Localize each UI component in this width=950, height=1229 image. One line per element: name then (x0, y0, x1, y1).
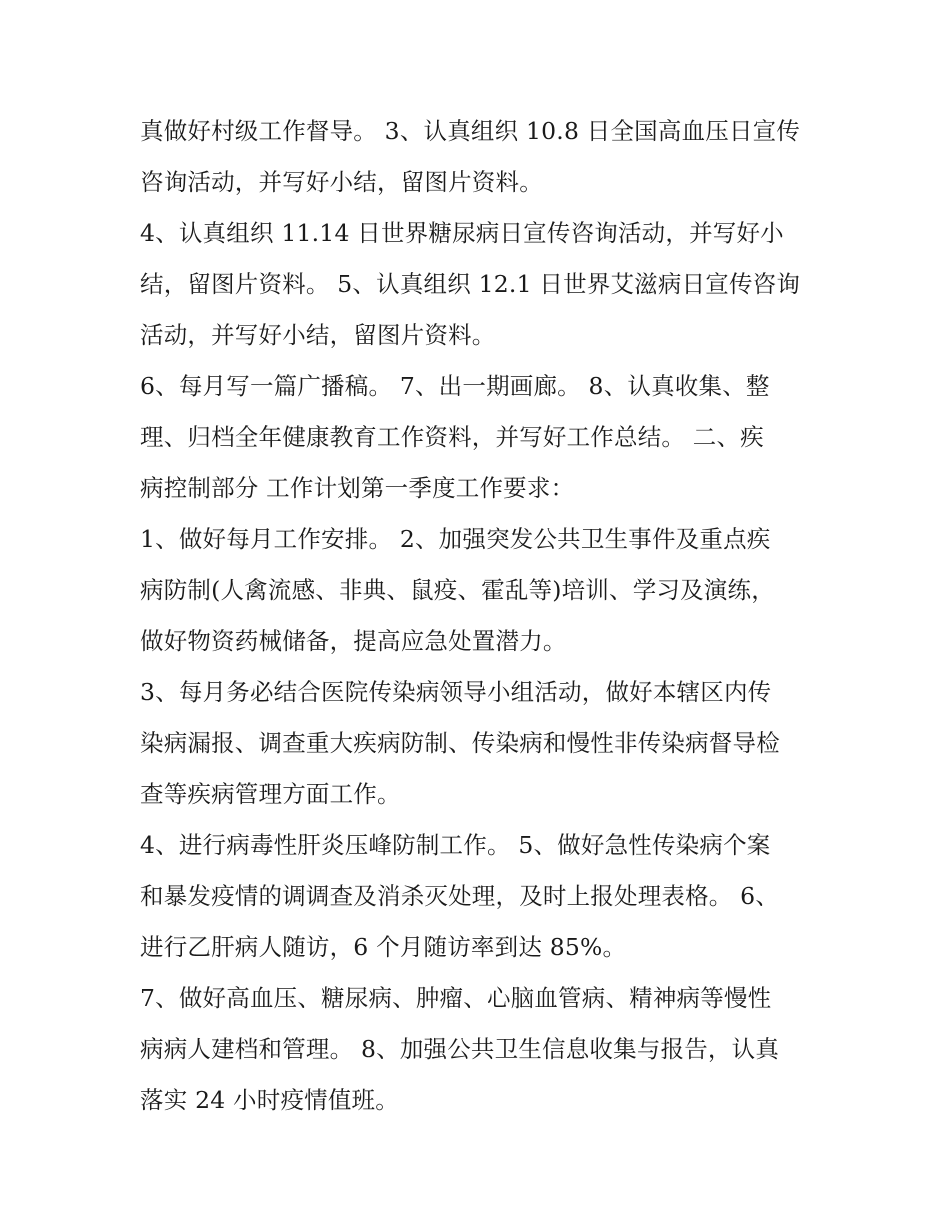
text-line: 1、做好每月工作安排。 2、加强突发公共卫生事件及重点疾 (140, 525, 771, 553)
text-line: 病病人建档和管理。 8、加强公共卫生信息收集与报告，认真 (140, 1035, 780, 1063)
text-line: 理、归档全年健康教育工作资料，并写好工作总结。 二、疾 (140, 423, 764, 451)
text-line: 结，留图片资料。 5、认真组织 12.1 日世界艾滋病日宣传咨询 (140, 270, 801, 298)
text-line: 做好物资药械储备，提高应急处置潜力。 (140, 627, 567, 655)
text-line: 进行乙肝病人随访，6 个月随访率到达 85%。 (140, 933, 627, 961)
text-line: 3、每月务必结合医院传染病领导小组活动，做好本辖区内传 (140, 678, 772, 706)
text-line: 染病漏报、调查重大疾病防制、传染病和慢性非传染病督导检 (140, 729, 780, 757)
text-line: 落实 24 小时疫情值班。 (140, 1086, 399, 1114)
text-line: 和暴发疫情的调调查及消杀灭处理，及时上报处理表格。 6、 (140, 882, 780, 910)
text-line: 7、做好高血压、糖尿病、肿瘤、心脑血管病、精神病等慢性 (140, 984, 772, 1012)
text-line: 4、认真组织 11.14 日世界糖尿病日宣传咨询活动，并写好小 (140, 219, 784, 247)
document-body (140, 106, 820, 1126)
text-line: 6、每月写一篇广播稿。 7、出一期画廊。 8、认真收集、整 (140, 372, 770, 400)
text-line: 活动，并写好小结，留图片资料。 (140, 321, 496, 349)
text-line: 4、进行病毒性肝炎压峰防制工作。 5、做好急性传染病个案 (140, 831, 771, 859)
text-line: 查等疾病管理方面工作。 (140, 780, 401, 808)
text-line: 病控制部分 工作计划第一季度工作要求： (140, 474, 575, 502)
text-line: 真做好村级工作督导。 3、认真组织 10.8 日全国高血压日宣传 (140, 117, 801, 145)
text-line: 咨询活动，并写好小结，留图片资料。 (140, 168, 543, 196)
text-line: 病防制(人禽流感、非典、鼠疫、霍乱等)培训、学习及演练， (140, 576, 775, 604)
